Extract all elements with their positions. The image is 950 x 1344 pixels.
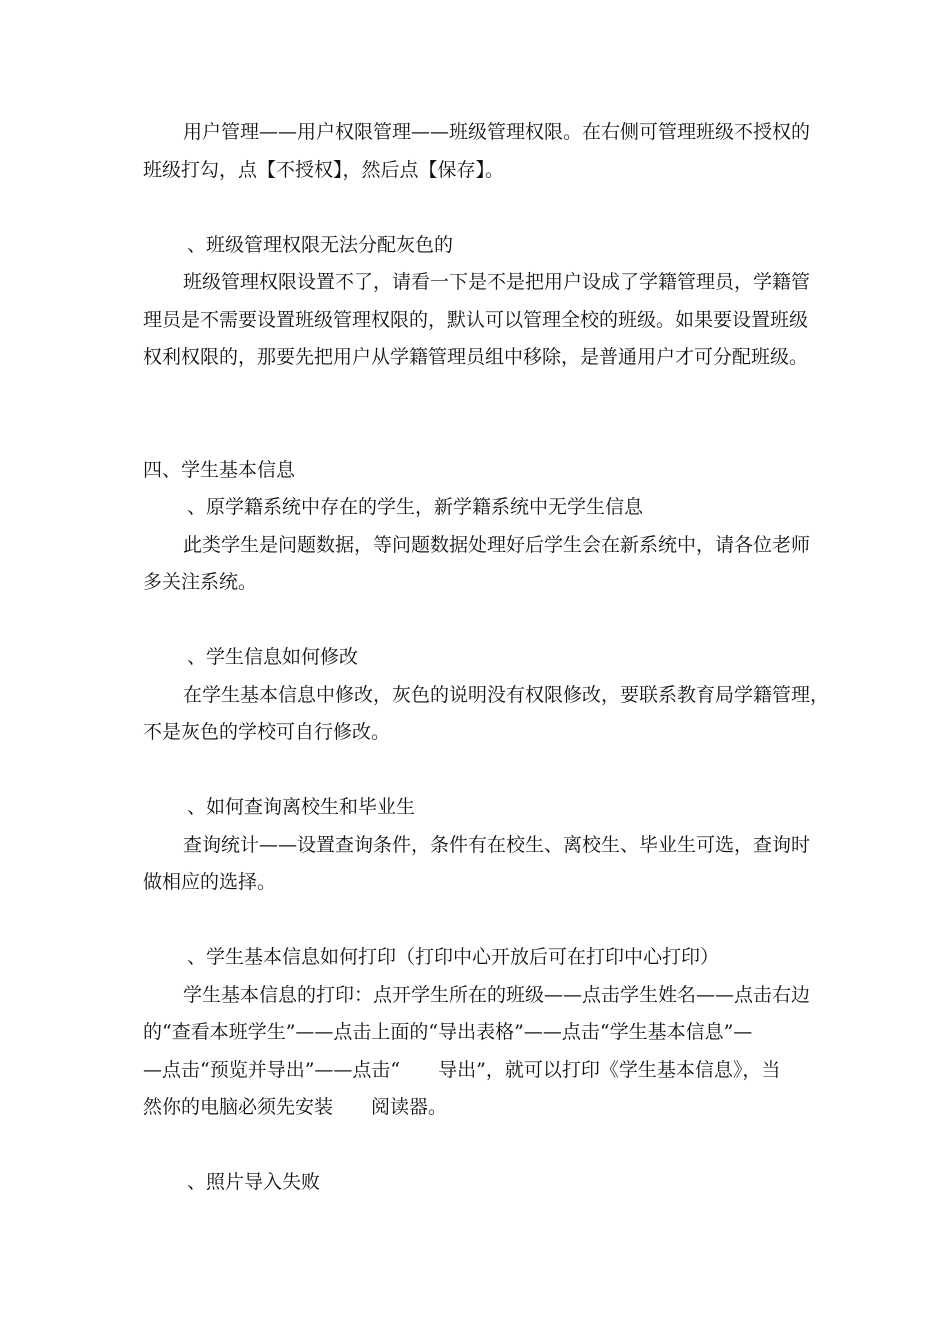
- paragraph-line: 理员是不需要设置班级管理权限的，默认可以管理全校的班级。如果要设置班级: [143, 309, 809, 331]
- paragraph-line: 班级管理权限设置不了，请看一下是不是把用户设成了学籍管理员，学籍管: [183, 271, 811, 293]
- paragraph-line: 班级打勾，点【不授权】，然后点【保存】。: [143, 159, 505, 181]
- paragraph-line: 然你的电脑必须先安装 阅读器。: [143, 1096, 448, 1118]
- paragraph-line: 多关注系统。: [143, 571, 258, 593]
- paragraph-line: 权利权限的，那要先把用户从学籍管理员组中移除，是普通用户才可分配班级。: [143, 346, 809, 368]
- subheading: 、原学籍系统中存在的学生，新学籍系统中无学生信息: [187, 496, 644, 518]
- paragraph-line: —点击“预览并导出”——点击“ 导出”，就可以打印《学生基本信息》，当: [143, 1059, 781, 1081]
- subheading: 、如何查询离校生和毕业生: [187, 796, 416, 818]
- paragraph-line: 学生基本信息的打印：点开学生所在的班级——点击学生姓名——点击右边: [183, 984, 811, 1006]
- paragraph-line: 此类学生是问题数据，等问题数据处理好后学生会在新系统中，请各位老师: [183, 534, 811, 556]
- subheading: 、学生信息如何修改: [187, 646, 359, 668]
- subheading: 、照片导入失败: [187, 1171, 321, 1193]
- paragraph-line: 在学生基本信息中修改，灰色的说明没有权限修改，要联系教育局学籍管理，: [183, 684, 830, 706]
- section-heading: 四、学生基本信息: [143, 459, 296, 481]
- paragraph-line: 不是灰色的学校可自行修改。: [143, 721, 391, 743]
- subheading: 、学生基本信息如何打印（打印中心开放后可在打印中心打印）: [187, 946, 720, 968]
- paragraph-line: 查询统计——设置查询条件，条件有在校生、离校生、毕业生可选，查询时: [183, 834, 811, 856]
- paragraph-line: 的“查看本班学生”——点击上面的“导出表格”——点击“学生基本信息”—: [143, 1021, 753, 1043]
- subheading: 、班级管理权限无法分配灰色的: [187, 234, 454, 256]
- paragraph-line: 用户管理——用户权限管理——班级管理权限。在右侧可管理班级不授权的: [183, 121, 811, 143]
- paragraph-line: 做相应的选择。: [143, 871, 277, 893]
